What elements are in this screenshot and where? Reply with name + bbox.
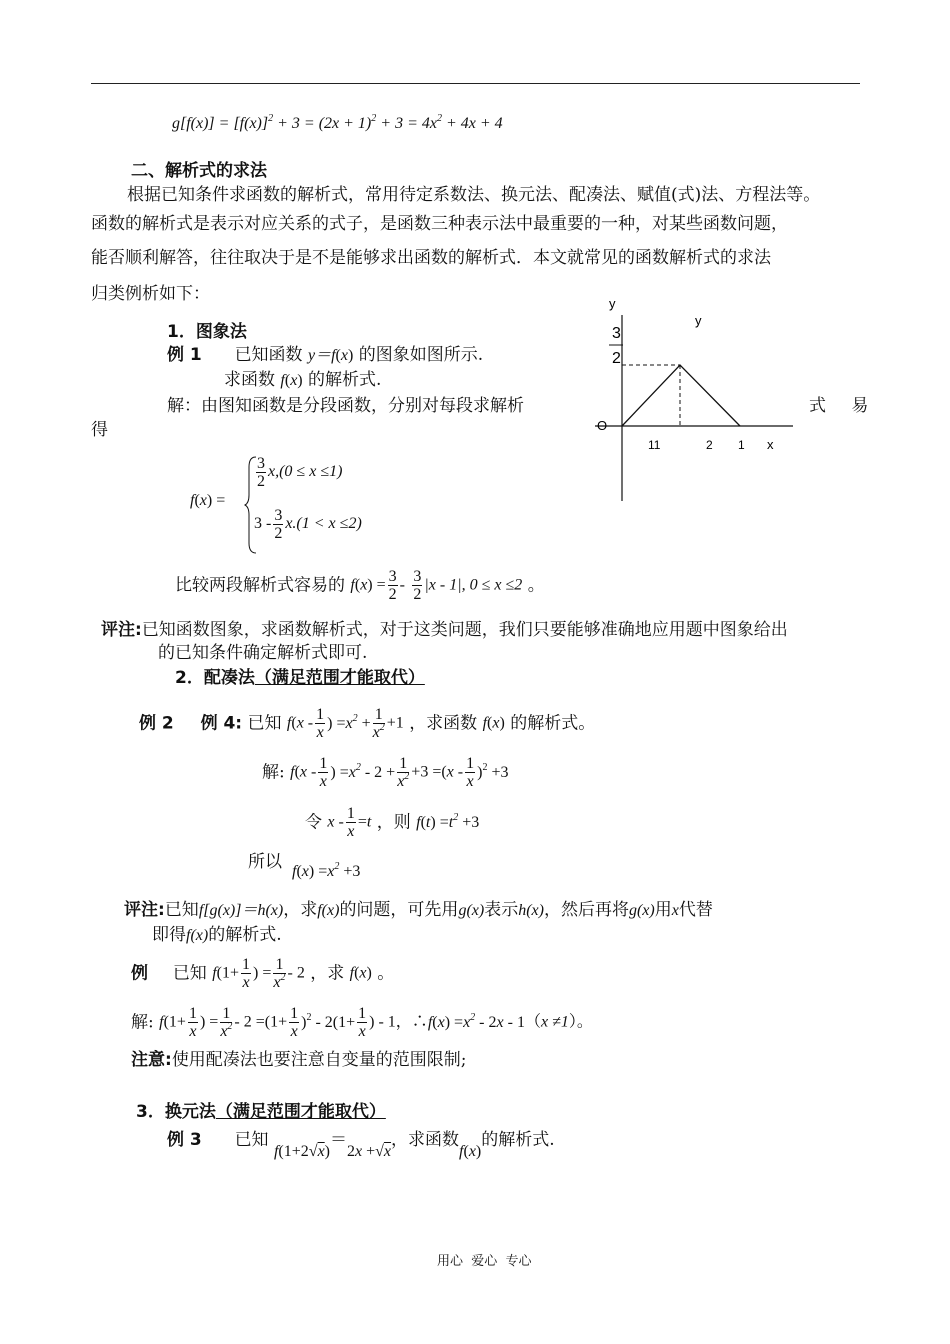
example2-post: ，求函数 — [409, 713, 478, 734]
example1-line2 — [224, 369, 381, 392]
graph-y-label-2: y — [695, 313, 702, 328]
example2-end: 的解析式。 — [510, 713, 596, 734]
note1-text: 已知函数图象，求函数解析式，对于这类问题，我们只要能够准确地应用题中图象给出 — [141, 620, 788, 640]
note2-pre: 已知 — [164, 900, 199, 920]
note2-line2-pre: 即得 — [152, 925, 186, 945]
example3-eq: ＝ — [330, 1130, 347, 1150]
example2-label: 例 2 — [139, 713, 174, 734]
example1-function: y＝f(x) — [307, 347, 354, 364]
note2-mid3: 表示 — [484, 900, 519, 920]
note2-line1: 评注:已知f[g(x)]＝h(x)，求f(x)的问题，可先用g(x)表示h(x)，然后再将g(x)用x代替 — [124, 900, 713, 920]
method1-heading: 1．图象法 — [167, 322, 247, 342]
graph-x-tick-1: 11 — [648, 438, 661, 452]
so-label: 所以 — [248, 852, 282, 872]
solution2-result: $f(x) =x^2 +3$ — [292, 861, 361, 880]
solution2-line2: 令 x - $\frac{1}{x}$ =t ，则 $f(t) =t^2 +3$ — [305, 805, 480, 840]
solution1-tail: 式 易 — [809, 396, 879, 416]
example3-post: ，求函数 — [391, 1130, 460, 1150]
example2-line: 例 2 例 4: 已知 f(x - $\frac{1}{x}$ ) $=x^2$ + $\frac{1}{x^2}$ +1 ，求函数 f(x) 的解析式。 — [139, 706, 596, 741]
graph-frac-den: 2 — [612, 350, 621, 367]
example2-pre: 已知 — [247, 713, 282, 734]
solution2-label: 解: — [262, 762, 285, 783]
solution1-line: 解：由图知函数是分段函数，分别对每段求解析 — [167, 396, 524, 416]
header-rule — [91, 83, 860, 84]
attention-text: 使用配凑法也要注意自变量的范围限制; — [171, 1050, 467, 1070]
method3-heading — [136, 1101, 386, 1123]
attention-line — [131, 1049, 467, 1071]
example1-post: 的图象如图所示. — [358, 345, 484, 365]
note1-line1 — [101, 619, 788, 641]
example1-pre: 已知函数 — [234, 345, 303, 365]
method2-note: （满足范围才能取代） — [254, 668, 425, 688]
top-formula: $g[f(x)] = [f(x)]^2 + 3 = (2x + 1)^2 + 3 = 4x^2 + 4x + 4$ — [172, 113, 503, 132]
note1-label: 评注: — [101, 620, 142, 640]
example-b-mid: ，求 — [310, 963, 345, 984]
example-b-end: 。 — [377, 963, 395, 984]
section-heading: 二、解析式的求法 — [131, 161, 267, 181]
example3-end: 的解析式. — [481, 1130, 555, 1150]
note2-mid4: ，然后再将 — [543, 900, 629, 920]
method3-title: 3．换元法 — [136, 1102, 216, 1122]
page-footer: 用心 爱心 专心 — [437, 1254, 532, 1269]
intro-line-4: 归类例析如下： — [91, 284, 210, 304]
graph-line — [622, 365, 740, 426]
graph-frac-num: 3 — [612, 325, 621, 342]
example1-fx: f(x) — [280, 372, 303, 389]
intro-line-2: 函数的解析式是表示对应关系的式子，是函数三种表示法中最重要的一种，对某些函数问题， — [91, 214, 788, 234]
intro-line-1: 根据已知条件求函数的解析式，常用待定系数法、换元法、配凑法、赋值(式)法、方程法等。 — [127, 185, 821, 205]
graph-origin: O — [597, 418, 608, 433]
solution-b-line: 解: f(1+ $\frac{1}{x}$ ) = $\frac{1}{x^2}$ - 2 =(1+ $\frac{1}{x}$ )$^2$ - 2(1+ $\frac{1}{x}$ ) - 1，∴f(x) $=x^2 - 2x - 1(x \ne 1)$。 — [131, 1005, 593, 1040]
graph-y-axis-label: y — [609, 296, 616, 311]
then-label: ，则 — [376, 812, 411, 833]
let-label: 令 — [305, 812, 322, 833]
method2-title: 2．配凑法 — [175, 668, 255, 688]
solution1-de: 得 — [91, 420, 108, 440]
compare-pre: 比较两段解析式容易的 — [175, 575, 345, 596]
graph-x-tick-3: 1 — [738, 438, 745, 452]
compare-line: 比较两段解析式容易的 f(x) = $\frac{3}{2}$ - $\frac{3}{2}$ |x - 1|, 0 ≤ x ≤2 。 — [175, 568, 545, 603]
example1-line1 — [167, 344, 483, 367]
example-b-line: 例 已知 f(1+ $\frac{1}{x}$ ) = $\frac{1}{x^2}$ - 2 ，求 f(x) 。 — [131, 956, 395, 991]
note2-mid6: 代替 — [678, 900, 713, 920]
compare-post: 。 — [527, 575, 545, 596]
note2-mid1: ，求 — [283, 900, 318, 920]
example1-line2-post: 的解析式. — [308, 370, 382, 390]
example3-line: 例 3 已知 f(1+2√x)＝2x +√x，求函数f(x)的解析式. — [167, 1130, 555, 1160]
intro-line-3: 能否顺利解答，往往取决于是不是能够求出函数的解析式．本文就常见的函数解析式的求法 — [91, 248, 771, 268]
example3-label: 例 3 — [167, 1130, 202, 1150]
solution-b-label: 解: — [131, 1012, 154, 1033]
example-b-pre: 已知 — [172, 963, 207, 984]
graph-x-axis-label: x — [767, 437, 774, 452]
example4-label: 例 4: — [200, 713, 243, 734]
example-b-label: 例 — [131, 963, 148, 984]
solution2-line1: 解: f(x - $\frac{1}{x}$ ) $=x^2 - 2$ + $\frac{1}{x^2}$ +3 =(x - $\frac{1}{x}$ )$^2$ +3 — [262, 755, 509, 790]
note2-line2: 即得f(x)的解析式. — [152, 925, 282, 945]
note1-line2: 的已知条件确定解析式即可. — [158, 643, 368, 663]
example3-pre: 已知 — [234, 1130, 269, 1150]
note2-label: 评注: — [124, 900, 165, 920]
note2-mid5: 用 — [654, 900, 672, 920]
attention-label: 注意: — [131, 1050, 172, 1070]
note2-line2-post: 的解析式. — [208, 925, 282, 945]
example1-line2-pre: 求函数 — [224, 370, 275, 390]
example1-label: 例 1 — [167, 345, 202, 365]
graph-x-tick-2: 2 — [706, 438, 713, 452]
method2-heading — [175, 667, 425, 689]
graph-figure — [585, 293, 805, 503]
method3-note: （满足范围才能取代） — [215, 1102, 386, 1122]
note2-mid2: 的问题，可先用 — [339, 900, 459, 920]
